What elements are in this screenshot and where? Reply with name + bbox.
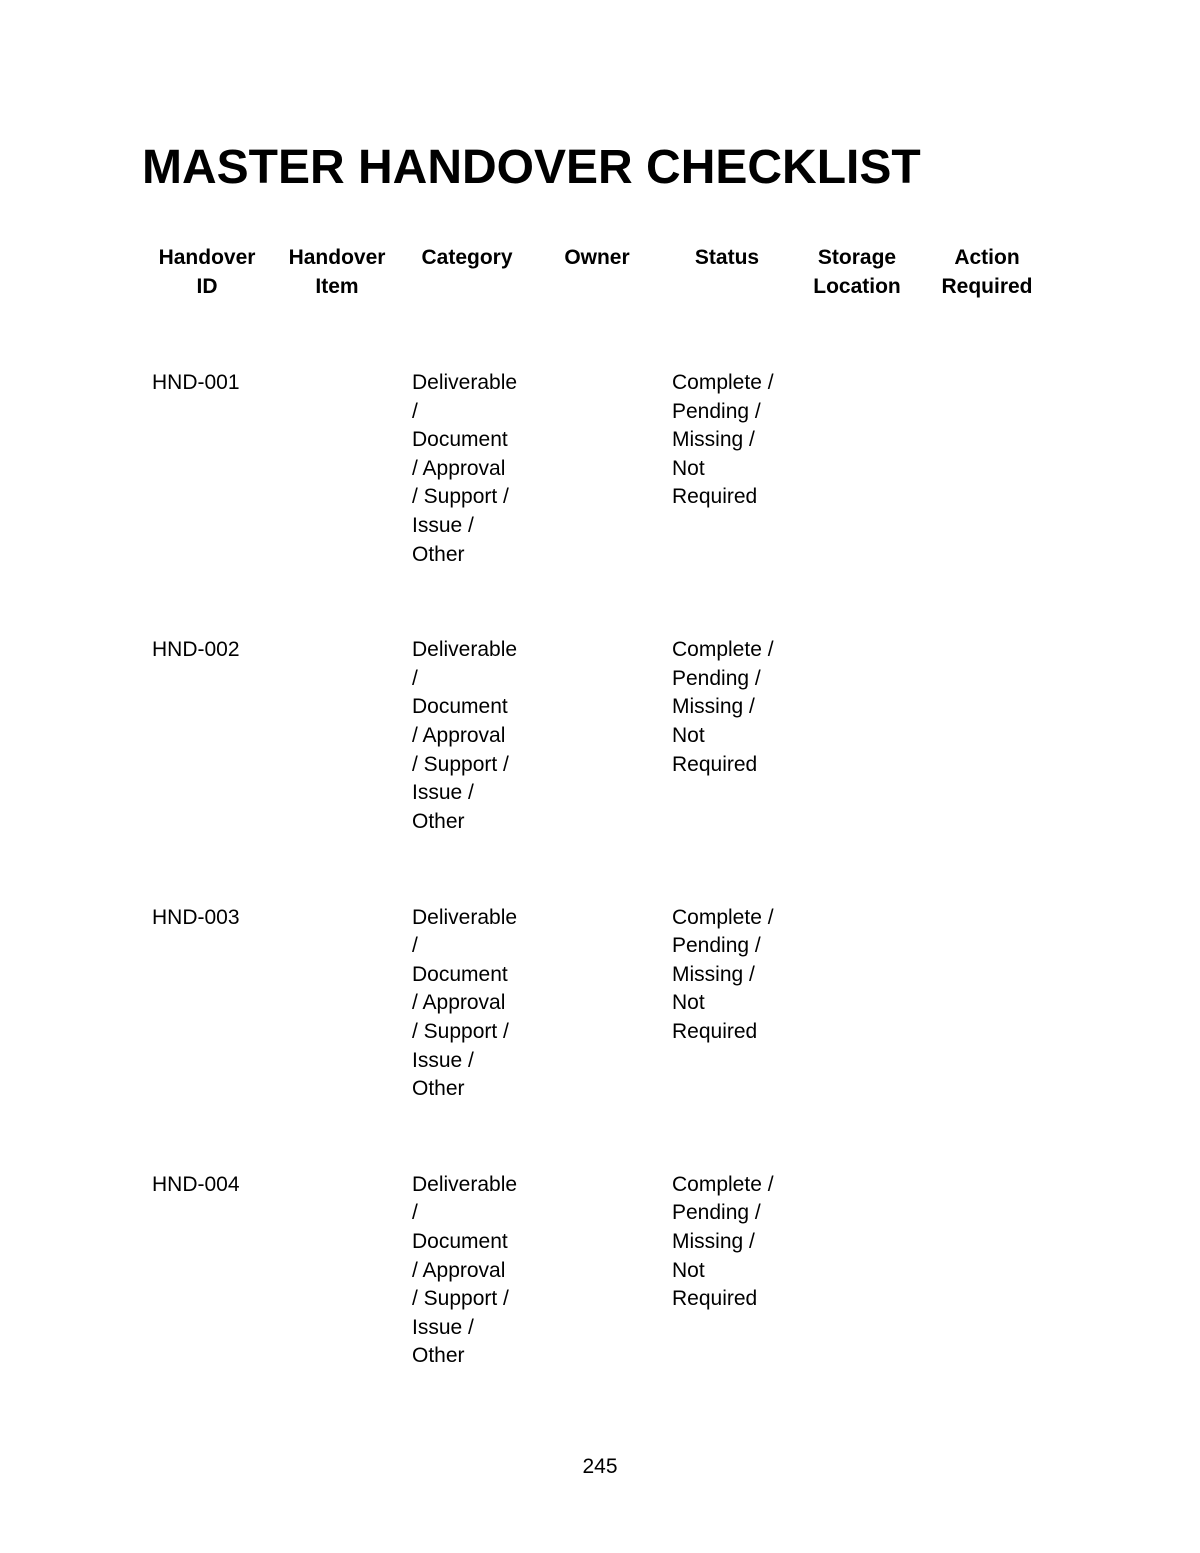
cell-status (662, 369, 792, 636)
header-category (402, 244, 532, 369)
cell-storage-location (792, 904, 922, 1171)
cell-line: Other (412, 1077, 465, 1101)
cell-line: / Approval (412, 456, 506, 480)
cell-handover-id: HND-003 (152, 905, 240, 929)
header-action-required (922, 244, 1052, 369)
cell-line: Issue / (412, 1048, 474, 1072)
cell-status (662, 636, 792, 903)
cell-line: Required (672, 752, 758, 776)
cell-line: Deliverable (412, 1172, 518, 1196)
header-line: Required (941, 274, 1033, 298)
cell-line: Pending / (672, 934, 761, 958)
cell-handover-id: HND-001 (152, 371, 240, 394)
cell-line: Issue / (412, 513, 474, 537)
table-body (142, 369, 1052, 1438)
cell-line: Other (412, 809, 465, 833)
cell-line: Issue / (412, 781, 474, 805)
cell-category (402, 369, 532, 636)
cell-owner (532, 904, 662, 1171)
cell-line: Not (672, 1258, 705, 1282)
cell-line: Not (672, 991, 705, 1015)
page-title: MASTER HANDOVER CHECKLIST (142, 141, 921, 194)
cell-category (402, 636, 532, 903)
header-line: Handover (288, 246, 386, 269)
table-row (142, 1171, 1052, 1438)
cell-line: Required (672, 485, 758, 509)
table-row (142, 904, 1052, 1171)
header-handover-id (142, 244, 272, 369)
cell-line: / Approval (412, 991, 506, 1015)
cell-line: / Support / (412, 752, 509, 776)
cell-owner (532, 369, 662, 636)
cell-owner (532, 636, 662, 903)
cell-line: Complete / (672, 905, 774, 929)
cell-line: Other (412, 542, 465, 566)
table-header (142, 244, 1052, 369)
cell-line: Pending / (672, 666, 761, 690)
cell-line: Deliverable (412, 905, 518, 929)
cell-line: Issue / (412, 1315, 474, 1339)
table-row (142, 369, 1052, 636)
header-line: Action (954, 246, 1020, 269)
cell-line: Document (412, 428, 508, 452)
header-storage-location (792, 244, 922, 369)
cell-status (662, 1171, 792, 1438)
cell-category (402, 1171, 532, 1438)
cell-line: / Support / (412, 485, 509, 509)
cell-line: / Approval (412, 1258, 506, 1282)
cell-line: / Support / (412, 1019, 509, 1043)
header-line: Storage (817, 246, 897, 269)
cell-line: Pending / (672, 1201, 761, 1225)
header-line: Owner (564, 246, 630, 269)
header-handover-item (272, 244, 402, 369)
cell-line: Complete / (672, 371, 774, 394)
cell-line: Required (672, 1019, 758, 1043)
header-status (662, 244, 792, 369)
cell-line: Deliverable (412, 371, 518, 394)
header-line: Location (813, 274, 901, 298)
cell-line: Complete / (672, 1172, 774, 1196)
cell-handover-item (272, 369, 402, 636)
cell-line: Document (412, 1230, 508, 1254)
cell-action-required (922, 1171, 1052, 1438)
cell-line: Deliverable (412, 638, 518, 662)
cell-line: Other (412, 1344, 465, 1368)
cell-line: / (412, 399, 418, 423)
cell-line: Missing / (672, 428, 755, 452)
cell-action-required (922, 636, 1052, 903)
header-line: Category (421, 246, 513, 269)
cell-handover-item (272, 1171, 402, 1438)
cell-action-required (922, 369, 1052, 636)
cell-action-required (922, 904, 1052, 1171)
cell-line: / Approval (412, 724, 506, 748)
cell-storage-location (792, 1171, 922, 1438)
header-owner (532, 244, 662, 369)
cell-line: / Support / (412, 1287, 509, 1311)
cell-handover-id: HND-002 (152, 638, 240, 662)
cell-line: / (412, 1201, 418, 1225)
cell-line: / (412, 666, 418, 690)
cell-line: Pending / (672, 399, 761, 423)
cell-line: Missing / (672, 962, 755, 986)
cell-line: Missing / (672, 1230, 755, 1254)
cell-handover-item (272, 904, 402, 1171)
header-row (142, 244, 1052, 369)
cell-line: Complete / (672, 638, 774, 662)
cell-line: Required (672, 1287, 758, 1311)
header-line: Item (315, 274, 359, 298)
handover-checklist-table (142, 244, 1052, 1438)
cell-line: Document (412, 962, 508, 986)
cell-status (662, 904, 792, 1171)
cell-line: / (412, 934, 418, 958)
cell-category (402, 904, 532, 1171)
cell-line: Document (412, 695, 508, 719)
cell-line: Missing / (672, 695, 755, 719)
header-line: ID (196, 274, 218, 298)
page-number: 245 (582, 1455, 618, 1478)
cell-handover-item (272, 636, 402, 903)
cell-handover-id: HND-004 (152, 1172, 240, 1196)
table-row (142, 636, 1052, 903)
cell-line: Not (672, 456, 705, 480)
cell-owner (532, 1171, 662, 1438)
header-line: Handover (158, 246, 256, 269)
cell-storage-location (792, 636, 922, 903)
cell-line: Not (672, 724, 705, 748)
header-line: Status (694, 246, 760, 269)
cell-storage-location (792, 369, 922, 636)
